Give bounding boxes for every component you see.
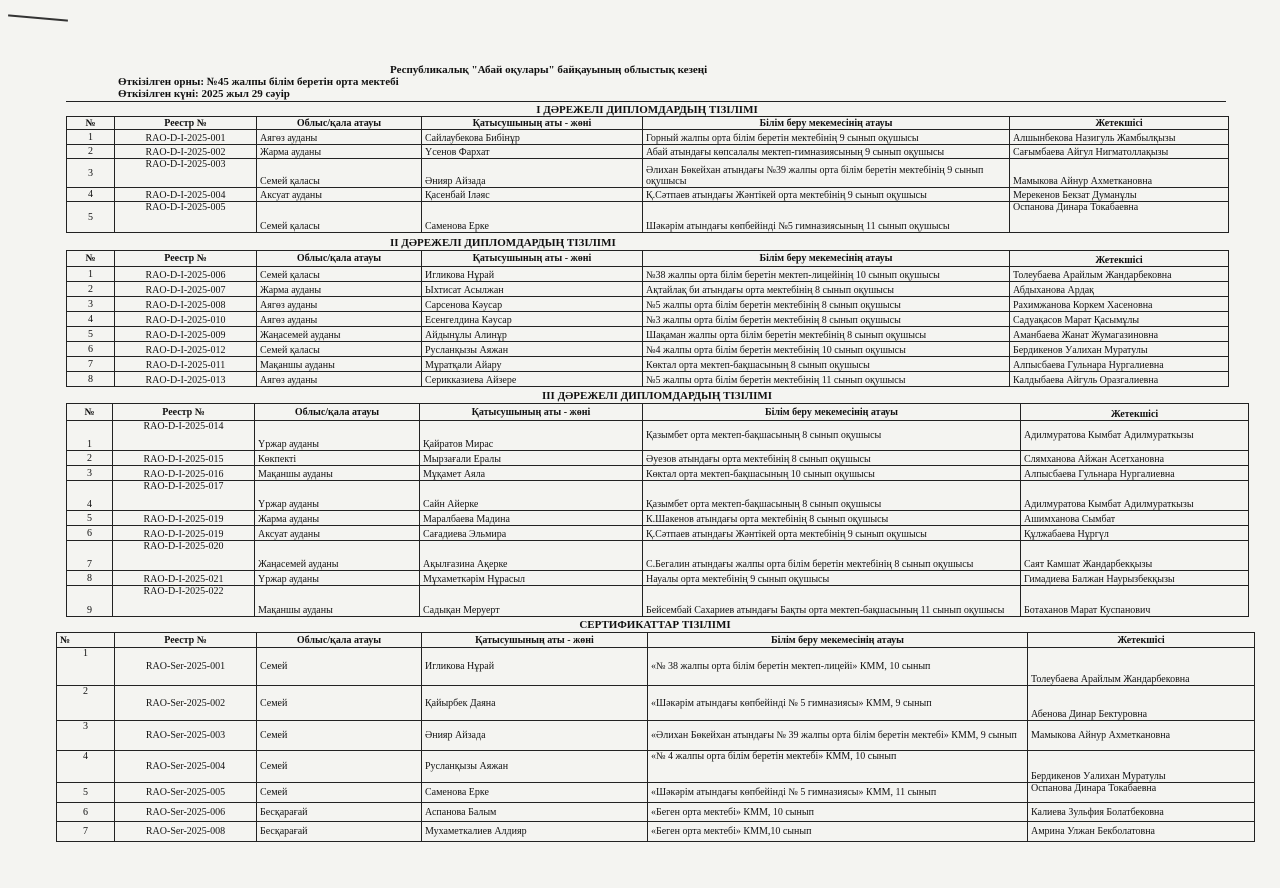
table-row [67, 282, 1229, 297]
registry-cell: RAO-D-I-2025-003 [115, 159, 257, 188]
region-cell: Аксуат ауданы [257, 188, 422, 202]
row-num: 1 [57, 648, 115, 686]
row-num: 7 [67, 357, 115, 372]
table-row [57, 803, 1255, 822]
school-cell: Қазымбет орта мектеп-бақшасының 8 сынып оқушысы [643, 481, 1021, 511]
table-row [67, 421, 1249, 451]
col-num: № [67, 404, 113, 421]
table-certificates [56, 632, 1255, 842]
col-school: Білім беру мекемесінің атауы [648, 633, 1028, 648]
table-header-row [67, 117, 1229, 130]
registry-cell: RAO-D-I-2025-007 [115, 282, 257, 297]
supervisor-cell: Рахимжанова Коркем Хасеновна [1010, 297, 1229, 312]
registry-cell: RAO-D-I-2025-019 [113, 526, 255, 541]
table-row [67, 130, 1229, 145]
school-cell: №3 жалпы орта білім беретін мектебінің 8 сынып оқушысы [643, 312, 1010, 327]
region-cell: Үржар ауданы [255, 481, 420, 511]
registry-cell: RAO-D-I-2025-001 [115, 130, 257, 145]
participant-cell: Русланқызы Аяжан [422, 751, 648, 783]
region-cell: Семей [257, 721, 422, 751]
school-cell: Әуезов атындағы орта мектебінің 8 сынып оқушысы [643, 451, 1021, 466]
registry-cell: RAO-D-I-2025-004 [115, 188, 257, 202]
col-region: Облыс/қала атауы [257, 117, 422, 130]
region-cell: Семей қаласы [257, 267, 422, 282]
registry-cell: RAO-D-I-2025-011 [115, 357, 257, 372]
supervisor-cell: Құлжабаева Нұргүл [1021, 526, 1249, 541]
table-row [67, 297, 1229, 312]
col-supervisor: Жетекшісі [1010, 251, 1229, 267]
school-cell: «Беген орта мектебі» КММ,10 сынып [648, 822, 1028, 842]
row-num: 5 [57, 783, 115, 803]
col-supervisor: Жетекшісі [1021, 404, 1249, 421]
supervisor-cell: Мерекенов Бекзат Думанұлы [1010, 188, 1229, 202]
row-num: 1 [67, 267, 115, 282]
row-num: 2 [67, 282, 115, 297]
school-cell: №4 жалпы орта білім беретін мектебінің 10 сынып оқушысы [643, 342, 1010, 357]
col-school: Білім беру мекемесінің атауы [643, 251, 1010, 267]
school-cell: «Әлихан Бөкейхан атындағы № 39 жалпы орта білім беретін мектебі» КММ, 9 сынып [648, 721, 1028, 751]
col-registry: Реестр № [115, 117, 257, 130]
school-cell: №38 жалпы орта білім беретін мектеп-лицейінің 10 сынып оқушысы [643, 267, 1010, 282]
region-cell: Жаңасемей ауданы [257, 327, 422, 342]
col-participant: Қатысушының аты - жөні [422, 251, 643, 267]
participant-cell: Русланқызы Аяжан [422, 342, 643, 357]
region-cell: Семей қаласы [257, 159, 422, 188]
col-num: № [57, 633, 115, 648]
table-row [67, 571, 1249, 586]
participant-cell: Мырзағали Ералы [420, 451, 643, 466]
region-cell: Жарма ауданы [257, 145, 422, 159]
registry-cell: RAO-Ser-2025-006 [115, 803, 257, 822]
col-school: Білім беру мекемесінің атауы [643, 404, 1021, 421]
participant-cell: Мухаметкалиев Алдияр [422, 822, 648, 842]
supervisor-cell: Садуақасов Марат Қасымұлы [1010, 312, 1229, 327]
table-diploma-1 [66, 116, 1229, 233]
registry-cell: RAO-D-I-2025-015 [113, 451, 255, 466]
region-cell: Семей [257, 751, 422, 783]
participant-cell: Сайлаубекова Бибінұр [422, 130, 643, 145]
supervisor-cell: Ашимханова Сымбат [1021, 511, 1249, 526]
row-num: 8 [67, 372, 115, 387]
table-row [67, 188, 1229, 202]
row-num: 5 [67, 511, 113, 526]
participant-cell: Маралбаева Мадина [420, 511, 643, 526]
registry-cell: RAO-Ser-2025-008 [115, 822, 257, 842]
table-row [57, 783, 1255, 803]
table-row [67, 145, 1229, 159]
supervisor-cell: Калдыбаева Айгуль Оразгалиевна [1010, 372, 1229, 387]
region-cell: Семей [257, 783, 422, 803]
participant-cell: Үсенов Фархат [422, 145, 643, 159]
row-num: 5 [67, 327, 115, 342]
col-participant: Қатысушының аты - жөні [422, 633, 648, 648]
school-cell: Науалы орта мектебінің 9 сынып оқушысы [643, 571, 1021, 586]
event-date: Өткізілген күні: 2025 жыл 29 сәуір [118, 88, 290, 100]
table-row [67, 202, 1229, 233]
participant-cell: Мұқамет Аяла [420, 466, 643, 481]
school-cell: К.Шакенов атындағы орта мектебінің 8 сынып оқушысы [643, 511, 1021, 526]
participant-cell: Сағадиева Эльмира [420, 526, 643, 541]
col-region: Облыс/қала атауы [255, 404, 420, 421]
table-row [67, 372, 1229, 387]
region-cell: Мақаншы ауданы [257, 357, 422, 372]
row-num: 6 [67, 526, 113, 541]
table-row [67, 466, 1249, 481]
row-num: 8 [67, 571, 113, 586]
row-num: 3 [57, 721, 115, 751]
registry-cell: RAO-D-I-2025-014 [113, 421, 255, 451]
supervisor-cell: Адилмуратова Кымбат Адилмураткызы [1021, 481, 1249, 511]
participant-cell: Серикказиева Айзере [422, 372, 643, 387]
table-row [67, 327, 1229, 342]
school-cell: Көктал орта мектеп-бақшасының 8 сынып оқушысы [643, 357, 1010, 372]
supervisor-cell: Ботаханов Марат Куспанович [1021, 586, 1249, 617]
table-row [57, 686, 1255, 721]
participant-cell: Мұратқали Айару [422, 357, 643, 372]
participant-cell: Ыхтисат Асылжан [422, 282, 643, 297]
table-row [67, 511, 1249, 526]
col-participant: Қатысушының аты - жөні [420, 404, 643, 421]
registry-cell: RAO-D-I-2025-005 [115, 202, 257, 233]
participant-cell: Қайратов Мирас [420, 421, 643, 451]
region-cell: Көкпекті [255, 451, 420, 466]
school-cell: «№ 4 жалпы орта білім беретін мектебі» КММ, 10 сынып [648, 751, 1028, 783]
registry-cell: RAO-D-I-2025-022 [113, 586, 255, 617]
registry-cell: RAO-D-I-2025-009 [115, 327, 257, 342]
row-num: 2 [67, 145, 115, 159]
table-row [67, 481, 1249, 511]
section-title-certificates: СЕРТИФИКАТТАР ТІЗІЛІМІ [579, 619, 731, 631]
row-num: 3 [67, 159, 115, 188]
school-cell: Шәкәрім атындағы көпбейінді №5 гимназиясының 11 сынып оқушысы [643, 202, 1010, 233]
section-title-diploma-3: III ДӘРЕЖЕЛІ ДИПЛОМДАРДЫҢ ТІЗІЛІМІ [541, 390, 773, 402]
registry-cell: RAO-D-I-2025-008 [115, 297, 257, 312]
table-row [67, 526, 1249, 541]
table-row [67, 451, 1249, 466]
participant-cell: Сайн Айерке [420, 481, 643, 511]
registry-cell: RAO-D-I-2025-013 [115, 372, 257, 387]
region-cell: Үржар ауданы [255, 571, 420, 586]
school-cell: Қ.Сәтпаев атындағы Жәнтікей орта мектебінің 9 сынып оқушысы [643, 526, 1021, 541]
col-school: Білім беру мекемесінің атауы [643, 117, 1010, 130]
table-row [67, 159, 1229, 188]
participant-cell: Сарсенова Кәусар [422, 297, 643, 312]
col-num: № [67, 251, 115, 267]
supervisor-cell: Абдыханова Ардақ [1010, 282, 1229, 297]
region-cell: Аягөз ауданы [257, 297, 422, 312]
table-header-row [57, 633, 1255, 648]
row-num: 3 [67, 297, 115, 312]
region-cell: Аягөз ауданы [257, 372, 422, 387]
participant-cell: Есенгелдина Кәусар [422, 312, 643, 327]
row-num: 9 [67, 586, 113, 617]
table-row [57, 721, 1255, 751]
registry-cell: RAO-Ser-2025-001 [115, 648, 257, 686]
col-registry: Реестр № [115, 633, 257, 648]
header-divider [66, 101, 1226, 102]
school-cell: «Беген орта мектебі» КММ, 10 сынып [648, 803, 1028, 822]
supervisor-cell: Калиева Зульфия Болатбековна [1028, 803, 1255, 822]
row-num: 7 [67, 541, 113, 571]
registry-cell: RAO-Ser-2025-004 [115, 751, 257, 783]
table-row [67, 342, 1229, 357]
col-region: Облыс/қала атауы [257, 633, 422, 648]
school-cell: №5 жалпы орта білім беретін мектебінің 11 сынып оқушысы [643, 372, 1010, 387]
registry-cell: RAO-D-I-2025-021 [113, 571, 255, 586]
table-header-row [67, 251, 1229, 267]
table-row [67, 586, 1249, 617]
registry-cell: RAO-Ser-2025-003 [115, 721, 257, 751]
region-cell: Мақаншы ауданы [255, 466, 420, 481]
row-num: 2 [67, 451, 113, 466]
col-supervisor: Жетекшісі [1010, 117, 1229, 130]
table-diploma-3 [66, 403, 1249, 617]
participant-cell: Игликова Нұрай [422, 267, 643, 282]
supervisor-cell: Абенова Динар Бектуровна [1028, 686, 1255, 721]
registry-cell: RAO-D-I-2025-020 [113, 541, 255, 571]
school-cell: «Шәкәрім атындағы көпбейінді № 5 гимназиясы» КММ, 9 сынып [648, 686, 1028, 721]
registry-cell: RAO-D-I-2025-019 [113, 511, 255, 526]
region-cell: Бесқарағай [257, 822, 422, 842]
supervisor-cell: Адилмуратова Кымбат Адилмураткызы [1021, 421, 1249, 451]
registry-cell: RAO-Ser-2025-002 [115, 686, 257, 721]
participant-cell: Әнияр Айзада [422, 159, 643, 188]
table-row [57, 822, 1255, 842]
registry-cell: RAO-D-I-2025-006 [115, 267, 257, 282]
region-cell: Семей [257, 686, 422, 721]
table-header-row [67, 404, 1249, 421]
region-cell: Аягөз ауданы [257, 312, 422, 327]
supervisor-cell: Мамыкова Айнур Ахметкановна [1010, 159, 1229, 188]
participant-cell: Саменова Ерке [422, 783, 648, 803]
supervisor-cell: Сағымбаева Айгул Нигматоллақызы [1010, 145, 1229, 159]
school-cell: Көктал орта мектеп-бақшасының 10 сынып оқушысы [643, 466, 1021, 481]
school-cell: Бейсембай Сахариев атындағы Бақты орта мектеп-бақшасының 11 сынып оқушысы [643, 586, 1021, 617]
row-num: 1 [67, 421, 113, 451]
table-row [67, 312, 1229, 327]
supervisor-cell: Толеубаева Арайлым Жандарбековна [1028, 648, 1255, 686]
school-cell: №5 жалпы орта білім беретін мектебінің 8 сынып оқушысы [643, 297, 1010, 312]
table-row [57, 751, 1255, 783]
participant-cell: Ақылғазина Ақерке [420, 541, 643, 571]
participant-cell: Әнияр Айзада [422, 721, 648, 751]
row-num: 4 [67, 481, 113, 511]
table-diploma-2 [66, 250, 1229, 387]
school-cell: «Шәкәрім атындағы көпбейінді № 5 гимназиясы» КММ, 11 сынып [648, 783, 1028, 803]
region-cell: Семей [257, 648, 422, 686]
school-cell: Әлихан Бөкейхан атындағы №39 жалпы орта білім беретін мектебінің 9 сынып оқушысы [643, 159, 1010, 188]
col-num: № [67, 117, 115, 130]
row-num: 7 [57, 822, 115, 842]
region-cell: Үржар ауданы [255, 421, 420, 451]
region-cell: Жарма ауданы [255, 511, 420, 526]
row-num: 4 [67, 188, 115, 202]
event-place: Өткізілген орны: №45 жалпы білім беретін орта мектебі [118, 76, 399, 88]
supervisor-cell: Слямханова Айжан Асетхановна [1021, 451, 1249, 466]
school-cell: «№ 38 жалпы орта білім беретін мектеп-лицейі» КММ, 10 сынып [648, 648, 1028, 686]
participant-cell: Садықан Меруерт [420, 586, 643, 617]
school-cell: С.Бегалин атындағы жалпы орта білім беретін мектебінің 8 сынып оқушысы [643, 541, 1021, 571]
registry-cell: RAO-D-I-2025-012 [115, 342, 257, 357]
supervisor-cell: Саят Камшат Жандарбекқызы [1021, 541, 1249, 571]
table-row [67, 357, 1229, 372]
supervisor-cell: Бердикенов Уалихан Муратулы [1010, 342, 1229, 357]
supervisor-cell: Алшынбекова Назигуль Жамбылқызы [1010, 130, 1229, 145]
participant-cell: Игликова Нұрай [422, 648, 648, 686]
table-row [67, 267, 1229, 282]
registry-cell: RAO-D-I-2025-017 [113, 481, 255, 511]
pen-mark [8, 14, 68, 21]
section-title-diploma-1: I ДӘРЕЖЕЛІ ДИПЛОМДАРДЫҢ ТІЗІЛІМІ [536, 104, 758, 116]
region-cell: Семей қаласы [257, 202, 422, 233]
participant-cell: Аспанова Балым [422, 803, 648, 822]
col-participant: Қатысушының аты - жөні [422, 117, 643, 130]
region-cell: Мақаншы ауданы [255, 586, 420, 617]
row-num: 4 [67, 312, 115, 327]
participant-cell: Қайырбек Даяна [422, 686, 648, 721]
school-cell: Горный жалпы орта білім беретін мектебінің 9 сынып оқушысы [643, 130, 1010, 145]
row-num: 6 [57, 803, 115, 822]
school-cell: Абай атындағы көпсалалы мектеп-гимназиясының 9 сынып оқушысы [643, 145, 1010, 159]
col-supervisor: Жетекшісі [1028, 633, 1255, 648]
supervisor-cell: Бердикенов Уалихан Муратулы [1028, 751, 1255, 783]
registry-cell: RAO-Ser-2025-005 [115, 783, 257, 803]
region-cell: Аягөз ауданы [257, 130, 422, 145]
region-cell: Аксуат ауданы [255, 526, 420, 541]
school-cell: Қ.Сәтпаев атындағы Жәнтікей орта мектебінің 9 сынып оқушысы [643, 188, 1010, 202]
document-title: Республикалық "Абай оқулары" байқауының облыстық кезеңі [390, 64, 708, 76]
row-num: 3 [67, 466, 113, 481]
supervisor-cell: Алпысбаева Гульнара Нургалиевна [1010, 357, 1229, 372]
participant-cell: Қасенбай Іләяс [422, 188, 643, 202]
region-cell: Бесқарағай [257, 803, 422, 822]
region-cell: Семей қаласы [257, 342, 422, 357]
supervisor-cell: Гимадиева Балжан Наурызбекқызы [1021, 571, 1249, 586]
registry-cell: RAO-D-I-2025-010 [115, 312, 257, 327]
table-row [67, 541, 1249, 571]
school-cell: Шақаман жалпы орта білім беретін мектебінің 8 сынып оқушысы [643, 327, 1010, 342]
supervisor-cell: Аманбаева Жанат Жумагазиновна [1010, 327, 1229, 342]
table-row [57, 648, 1255, 686]
col-registry: Реестр № [115, 251, 257, 267]
row-num: 2 [57, 686, 115, 721]
supervisor-cell: Оспанова Динара Токабаевна [1010, 202, 1229, 233]
row-num: 5 [67, 202, 115, 233]
row-num: 1 [67, 130, 115, 145]
region-cell: Жаңасемей ауданы [255, 541, 420, 571]
section-title-diploma-2: II ДӘРЕЖЕЛІ ДИПЛОМДАРДЫҢ ТІЗІЛІМІ [390, 237, 616, 249]
registry-cell: RAO-D-I-2025-002 [115, 145, 257, 159]
row-num: 6 [67, 342, 115, 357]
supervisor-cell: Толеубаева Арайлым Жандарбековна [1010, 267, 1229, 282]
registry-cell: RAO-D-I-2025-016 [113, 466, 255, 481]
participant-cell: Айдынұлы Алинұр [422, 327, 643, 342]
supervisor-cell: Мамыкова Айнур Ахметкановна [1028, 721, 1255, 751]
school-cell: Ақтайлақ би атындағы орта мектебінің 8 сынып оқушысы [643, 282, 1010, 297]
supervisor-cell: Оспанова Динара Токабаевна [1028, 783, 1255, 803]
school-cell: Қазымбет орта мектеп-бақшасының 8 сынып оқушысы [643, 421, 1021, 451]
col-registry: Реестр № [113, 404, 255, 421]
supervisor-cell: Амрина Улжан Бекболатовна [1028, 822, 1255, 842]
participant-cell: Саменова Ерке [422, 202, 643, 233]
participant-cell: Мұхаметкәрім Нұрасыл [420, 571, 643, 586]
row-num: 4 [57, 751, 115, 783]
supervisor-cell: Алпысбаева Гульнара Нургалиевна [1021, 466, 1249, 481]
region-cell: Жарма ауданы [257, 282, 422, 297]
col-region: Облыс/қала атауы [257, 251, 422, 267]
